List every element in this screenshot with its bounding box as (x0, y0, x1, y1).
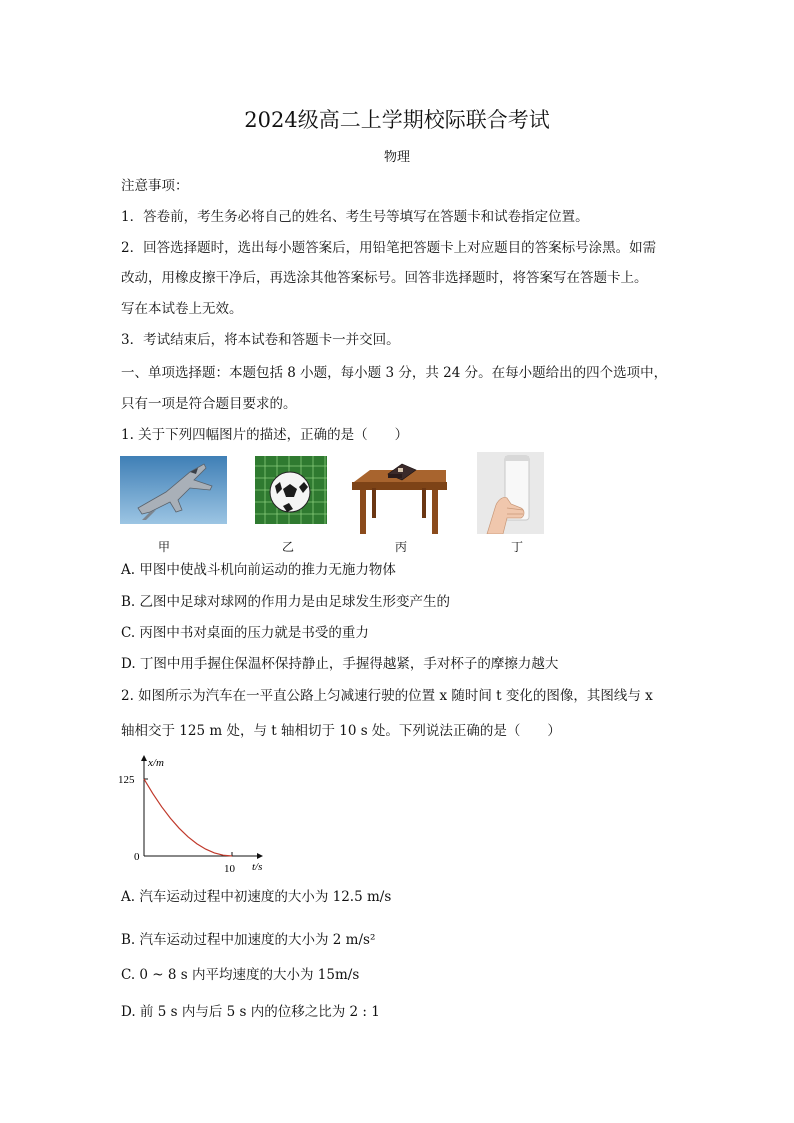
q1-stem: 1. 关于下列四幅图片的描述，正确的是（ ） (121, 427, 409, 443)
book-on-table-picture (350, 456, 449, 536)
fighter-jet-picture (120, 456, 227, 524)
section1-intro-line-2: 只有一项是符合题目要求的。 (121, 396, 297, 412)
notice-item-3: 3．考试结束后，将本试卷和答题卡一并交回。 (121, 332, 400, 348)
q2-stem-line-1: 2. 如图所示为汽车在一平直公路上匀减速行驶的位置 x 随时间 t 变化的图像，其图线与 x (121, 688, 653, 704)
q1-option-d: D. 丁图中用手握住保温杯保持静止，手握得越紧，手对杯子的摩擦力越大 (121, 656, 559, 672)
x-tick-label-10: 10 (224, 863, 235, 875)
caption-bing: 丙 (394, 540, 407, 554)
subject-label: 物理 (383, 150, 410, 165)
thermos-in-hand-picture (477, 452, 544, 534)
q2-option-c: C. 0 ~ 8 s 内平均速度的大小为 15m/s (121, 967, 360, 983)
football-picture (255, 456, 327, 524)
ylabel: x/m (148, 757, 164, 769)
exam-title: 2024级高二上学期校际联合考试 (244, 108, 550, 132)
notice-heading: 注意事项： (121, 178, 189, 194)
q1-option-b: B. 乙图中足球对球网的作用力是由足球发生形变产生的 (121, 594, 451, 610)
caption-yi: 乙 (281, 540, 294, 554)
xlabel: t/s (252, 861, 263, 873)
xt-graph (114, 752, 274, 880)
notice-item-2-line-3: 写在本试卷上无效。 (121, 301, 243, 317)
q2-option-d: D. 前 5 s 内与后 5 s 内的位移之比为 2 : 1 (121, 1004, 380, 1020)
caption-jia: 甲 (157, 540, 170, 554)
notice-item-2-line-2: 改动，用橡皮擦干净后，再选涂其他答案标号。回答非选择题时，将答案写在答题卡上。 (121, 270, 648, 286)
notice-item-2-line-1: 2．回答选择题时，选出每小题答案后，用铅笔把答题卡上对应题目的答案标号涂黑。如需 (121, 240, 657, 256)
notice-item-1: 1．答卷前，考生务必将自己的姓名、考生号等填写在答题卡和试卷指定位置。 (121, 209, 589, 225)
y-tick-label-125: 125 (118, 774, 135, 786)
q2-stem-line-2: 轴相交于 125 m 处，与 t 轴相切于 10 s 处。下列说法正确的是（ ） (121, 723, 561, 739)
q1-option-c: C. 丙图中书对桌面的压力就是书受的重力 (121, 625, 369, 641)
section1-intro-line-1: 一、单项选择题：本题包括 8 小题，每小题 3 分，共 24 分。在每小题给出的四个选项中， (121, 365, 668, 381)
q2-option-b: B. 汽车运动过程中加速度的大小为 2 m/s² (121, 932, 376, 948)
xt-curve (144, 779, 232, 856)
q2-option-a: A. 汽车运动过程中初速度的大小为 12.5 m/s (121, 889, 392, 905)
caption-ding: 丁 (510, 540, 523, 554)
q1-option-a: A. 甲图中使战斗机向前运动的推力无施力物体 (121, 562, 396, 578)
origin-label: 0 (134, 851, 140, 863)
